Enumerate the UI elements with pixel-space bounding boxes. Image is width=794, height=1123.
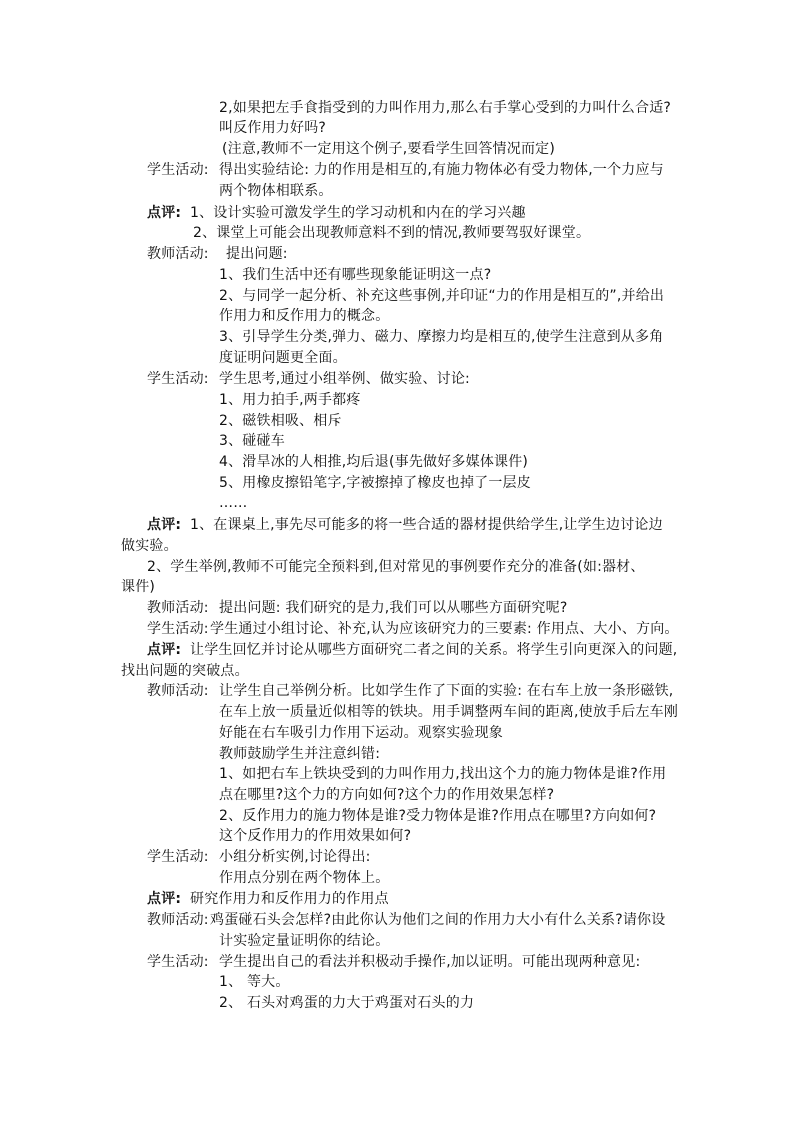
text-line: 2、反作用力的施力物体是谁?受力物体是谁?作用点在哪里?方向如何? [219, 808, 657, 824]
text-line: 2、学生举例,教师不可能完全预料到,但对常见的事例要作充分的准备(如:器材、 [147, 559, 645, 575]
text-line: 点在哪里?这个力的方向如何?这个力的作用效果怎样? [219, 787, 555, 803]
text-line: 3、碰碰车 [219, 433, 285, 449]
text-line: 在车上放一质量近似相等的铁块。用手调整两车间的距离,使放手后左车刚 [219, 704, 679, 720]
text-line: 得出实验结论: 力的作用是相互的,有施力物体必有受力物体,一个力应与 [219, 162, 664, 178]
text-line: 1、如把右车上铁块受到的力叫作用力,找出这个力的施力物体是谁?作用 [219, 766, 667, 782]
text-line: 做实验。 [121, 538, 178, 554]
text-line: 课件) [121, 579, 156, 595]
text-line: (注意,教师不一定用这个例子,要看学生回答情况而定) [222, 141, 556, 157]
text-line: 度证明问题更全面。 [219, 350, 347, 366]
text-line: 研究作用力和反作用力的作用点 [190, 891, 389, 907]
comment-label: 点评: [147, 891, 182, 907]
text-line: 让学生回忆并讨论从哪些方面研究二者之间的关系。将学生引向更深入的问题, [190, 642, 678, 658]
text-line: 5、用橡皮擦铅笔字,字被擦掉了橡皮也掉了一层皮 [219, 475, 531, 491]
text-line: 1、设计实验可激发学生的学习动机和内在的学习兴趣 [190, 205, 526, 221]
comment-label: 点评: [147, 517, 182, 533]
text-line: 叫反作用力好吗? [219, 120, 327, 136]
text-line: 4、滑旱冰的人相推,均后退(事先做好多媒体课件) [219, 454, 529, 470]
text-line: 2、磁铁相吸、相斥 [219, 413, 342, 429]
role-label: 学生活动: [147, 162, 209, 178]
text-line: 2、课堂上可能会出现教师意料不到的情况,教师要驾驭好课堂。 [193, 225, 591, 241]
text-line: 学生提出自己的看法并积极动手操作,加以证明。可能出现两种意见: [219, 954, 641, 970]
text-line: 2,如果把左手食指受到的力叫作用力,那么右手掌心受到的力叫什么合适? [219, 100, 672, 116]
text-line: …… [219, 495, 248, 511]
text-line: 作用力和反作用力的概念。 [219, 308, 390, 324]
role-label: 学生活动: [147, 849, 209, 865]
text-line: 小组分析实例,讨论得出: [219, 849, 371, 865]
text-line: 两个物体相联系。 [219, 183, 333, 199]
role-label: 学生活动: [147, 954, 209, 970]
comment-label: 点评: [147, 205, 182, 221]
text-line: 好能在右车吸引力作用下运动。观察实验现象 [219, 725, 503, 741]
text-line: 2、 石头对鸡蛋的力大于鸡蛋对石头的力 [219, 995, 475, 1011]
text-line: 1、在课桌上,事先尽可能多的将一些合适的器材提供给学生,让学生边讨论边 [190, 517, 663, 533]
text-line: 提出问题: [226, 246, 288, 262]
text-line: 作用点分别在两个物体上。 [219, 870, 390, 886]
text-line: 计实验定量证明你的结论。 [219, 933, 390, 949]
text-line: 1、 等大。 [219, 974, 290, 990]
text-line: 学生思考,通过小组举例、做实验、讨论: [219, 371, 470, 387]
text-line: 学生通过小组讨论、补充,认为应该研究力的三要素: 作用点、大小、方向。 [210, 621, 679, 637]
text-line: 鸡蛋碰石头会怎样?由此你认为他们之间的作用力大小有什么关系?请你设 [210, 912, 666, 928]
role-label: 学生活动: [147, 621, 209, 637]
role-label: 教师活动: [147, 246, 209, 262]
role-label: 学生活动: [147, 371, 209, 387]
text-line: 提出问题: 我们研究的是力,我们可以从哪些方面研究呢? [219, 600, 568, 616]
role-label: 教师活动: [147, 600, 209, 616]
role-label: 教师活动: [147, 912, 209, 928]
text-line: 3、引导学生分类,弹力、磁力、摩擦力均是相互的,使学生注意到从多角 [219, 329, 664, 345]
text-line: 2、与同学一起分析、补充这些事例,并印证“力的作用是相互的”,并给出 [219, 288, 665, 304]
text-line: 1、我们生活中还有哪些现象能证明这一点? [219, 267, 492, 283]
text-line: 找出问题的突破点。 [121, 663, 249, 679]
text-line: 教师鼓励学生并注意纠错: [219, 746, 381, 762]
comment-label: 点评: [147, 642, 182, 658]
text-line: 这个反作用力的作用效果如何? [219, 828, 412, 844]
text-line: 让学生自己举例分析。比如学生作了下面的实验: 在右车上放一条形磁铁, [219, 683, 674, 699]
role-label: 教师活动: [147, 683, 209, 699]
text-line: 1、用力拍手,两手都疼 [219, 392, 361, 408]
